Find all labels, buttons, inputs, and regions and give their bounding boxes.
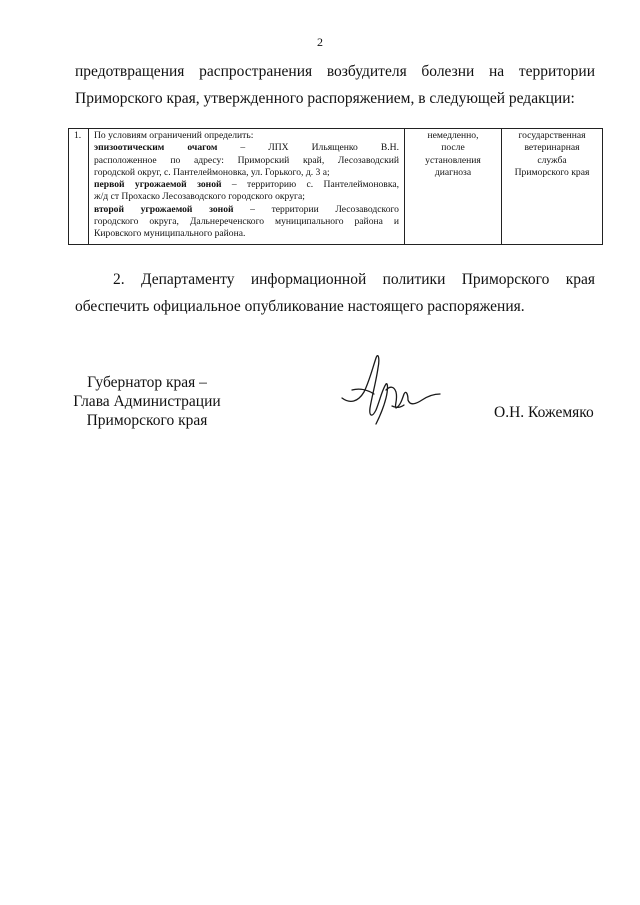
position-line-1: Губернатор края – — [87, 374, 207, 391]
responsible-line-2: ветеринарная — [524, 142, 580, 154]
intro-line-1: предотвращения распространения возбудителя болезни на территории — [75, 63, 595, 80]
deadline-cell — [405, 129, 502, 245]
second-zone-text-2: городского округа, Дальнереченского муниципального района и — [94, 216, 399, 228]
deadline-line-2: после — [441, 142, 465, 154]
deadline-line-4: диагноза — [434, 166, 472, 178]
intro-line-2: Приморского края, утвержденного распоряжением, в следующей редакции: — [75, 90, 575, 107]
responsible-line-3: служба — [537, 154, 567, 166]
paragraph-2 — [75, 266, 595, 320]
focus-text-3: городской округ, с. Пантелеймоновка, ул. Горького, д. 3 а; — [94, 166, 330, 178]
focus-text-2: расположенное по адресу: Приморский край, Лесозаводский — [94, 154, 399, 166]
responsible-cell — [502, 129, 603, 245]
first-zone-text-2: ж/д ст Прохаско Лесозаводского городского округа; — [94, 191, 305, 203]
focus-line — [94, 142, 399, 154]
focus-label: эпизоотическим очагом — [94, 142, 218, 154]
responsible-line-4: Приморского края — [514, 166, 590, 178]
paragraph-2-line-2: обеспечить официальное опубликование настоящего распоряжения. — [75, 298, 525, 315]
deadline-line-1: немедленно, — [427, 130, 479, 141]
signatory-position — [62, 373, 232, 430]
position-line-3: Приморского края — [86, 412, 208, 429]
second-zone-line — [94, 204, 399, 216]
table-row — [69, 129, 603, 245]
handwritten-signature — [338, 350, 443, 428]
responsible-line-1: государственная — [518, 130, 586, 141]
paragraph-2-line-1: 2. Департаменту информационной политики Приморского края — [113, 271, 595, 288]
intro-paragraph — [75, 58, 595, 112]
second-zone-text-3: Кировского муниципального района. — [94, 228, 246, 240]
position-line-2: Глава Администрации — [73, 393, 221, 410]
second-zone-label: второй угрожаемой зоной — [94, 203, 234, 215]
row-number: 1. — [69, 129, 89, 245]
signatory-name: О.Н. Кожемяко — [494, 404, 594, 421]
deadline-line-3: установления — [425, 154, 481, 166]
first-zone-label: первой угрожаемой зоной — [94, 179, 222, 191]
first-zone-line — [94, 179, 399, 191]
first-zone-text-1: – территорию с. Пантелеймоновка, — [221, 179, 399, 191]
focus-text-1: – ЛПХ Ильященко В.Н. — [217, 142, 399, 154]
page-number: 2 — [317, 35, 323, 49]
conditions-heading: По условиям ограничений определить: — [94, 130, 254, 141]
conditions-cell — [89, 129, 405, 245]
measures-table — [68, 128, 603, 245]
second-zone-text-1: – территории Лесозаводского — [233, 203, 399, 215]
